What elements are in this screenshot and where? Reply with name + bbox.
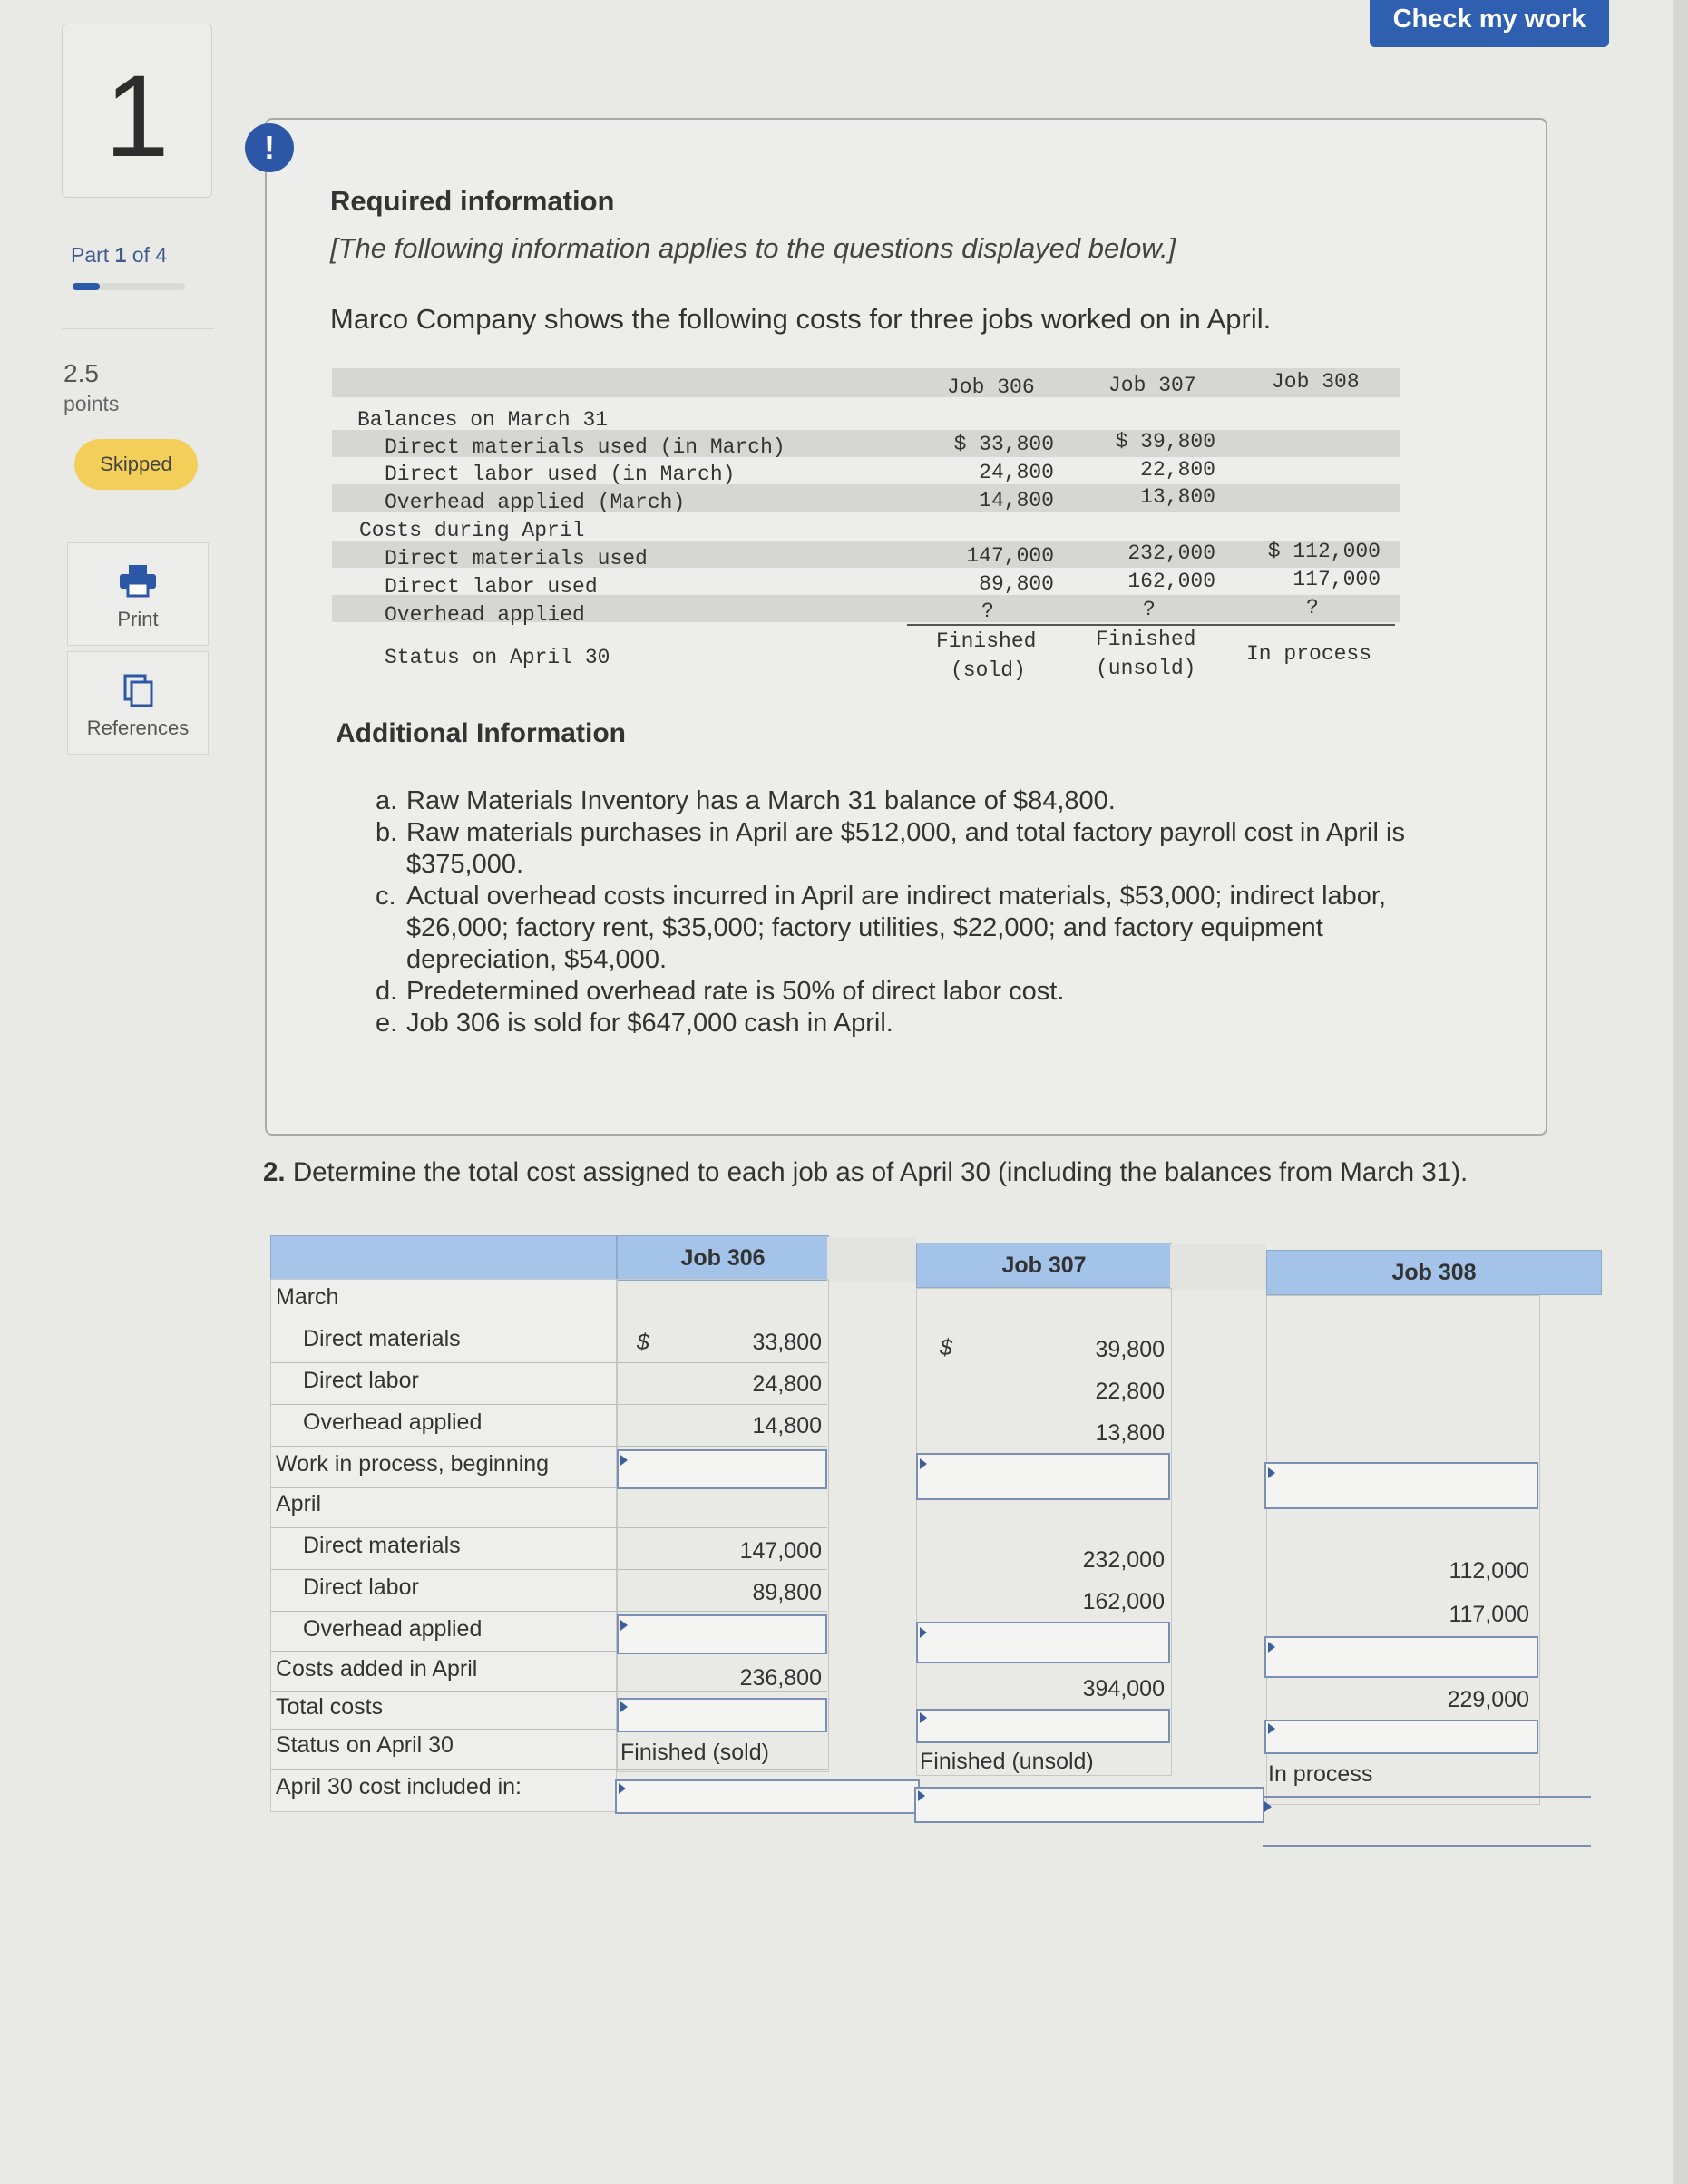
job307-cost-included-select[interactable] — [914, 1787, 1264, 1823]
data-row-label: Direct materials used (in March) — [385, 435, 785, 459]
references-button[interactable] — [67, 651, 209, 755]
intro-text: Marco Company shows the following costs for three jobs worked on in April. — [330, 303, 1272, 335]
job306-costs-added-value: 236,800 — [739, 1665, 822, 1691]
job307-dm-value: 39,800 — [1095, 1337, 1165, 1362]
data-col-header: Job 306 — [947, 375, 1035, 399]
additional-info-heading: Additional Information — [336, 718, 626, 748]
data-status: (unsold) — [1096, 657, 1196, 680]
job308-wip-beginning-input[interactable] — [1264, 1462, 1538, 1509]
job307-dl-value: 22,800 — [1095, 1379, 1165, 1404]
list-item — [376, 817, 1473, 881]
data-value: 24,800 — [979, 461, 1054, 484]
data-row-label: Direct materials used — [385, 547, 648, 570]
data-value: 14,800 — [979, 489, 1054, 512]
required-info-note: [The following information applies to the questions displayed below.] — [330, 232, 1176, 264]
data-section-label: Balances on March 31 — [357, 408, 609, 432]
points-label: points — [63, 392, 120, 415]
answer-col-header-job308: Job 308 — [1266, 1250, 1602, 1295]
row-label-wip-beginning: Work in process, beginning — [276, 1451, 550, 1477]
data-value: 232,000 — [1127, 541, 1215, 565]
row-label-april-direct-labor: Direct labor — [303, 1575, 419, 1600]
list-item — [376, 1008, 1473, 1039]
data-row-label: Direct labor used — [385, 575, 598, 599]
job307-costs-added-value: 394,000 — [1082, 1676, 1165, 1701]
list-letter: e. — [376, 1009, 398, 1038]
data-value: 147,000 — [966, 544, 1054, 568]
data-value: 162,000 — [1127, 570, 1215, 593]
job308-april-overhead-input[interactable] — [1264, 1636, 1538, 1678]
part-indicator — [71, 243, 167, 268]
input-marker-icon — [920, 1712, 927, 1723]
job306-april-dl-value: 89,800 — [752, 1580, 822, 1605]
job308-total-costs-input[interactable] — [1264, 1720, 1538, 1754]
list-letter: b. — [376, 818, 398, 847]
row-label-status: Status on April 30 — [276, 1732, 454, 1758]
header-gap — [827, 1237, 916, 1282]
question-number: 2. — [263, 1157, 286, 1187]
row-label-costs-added: Costs added in April — [276, 1656, 478, 1682]
job307-april-dl-value: 162,000 — [1082, 1589, 1165, 1614]
status-badge: Skipped — [74, 439, 198, 490]
data-value: 89,800 — [979, 572, 1054, 596]
header-gap — [1170, 1244, 1266, 1290]
currency-symbol: $ — [637, 1330, 649, 1355]
print-button[interactable] — [67, 542, 209, 646]
job306-april-dm-value: 147,000 — [739, 1538, 822, 1564]
data-value: ? — [1143, 598, 1156, 621]
job308-april-dl-value: 117,000 — [1449, 1602, 1529, 1627]
job306-dm-value: 33,800 — [752, 1330, 822, 1355]
list-letter: a. — [376, 786, 398, 815]
job308-status: In process — [1268, 1761, 1373, 1787]
sidebar-divider — [62, 328, 214, 329]
data-status: (sold) — [951, 658, 1026, 682]
data-table-rule — [907, 624, 1395, 626]
currency-symbol: $ — [940, 1335, 952, 1360]
input-marker-icon — [920, 1627, 927, 1638]
data-row-label: Direct labor used (in March) — [385, 463, 736, 486]
dropdown-marker-icon — [619, 1783, 626, 1794]
data-section-label: Costs during April — [359, 519, 585, 542]
job307-april-dm-value: 232,000 — [1082, 1547, 1165, 1573]
list-text: Job 306 is sold for $647,000 cash in April. — [406, 1009, 893, 1038]
list-text: Raw Materials Inventory has a March 31 balance of $84,800. — [406, 786, 1116, 815]
data-value: $ 39,800 — [1115, 430, 1215, 453]
job308-cost-included-select[interactable] — [1263, 1796, 1591, 1847]
list-letter: c. — [376, 882, 396, 911]
question-number-box — [62, 24, 212, 198]
job306-oh-value: 14,800 — [752, 1413, 822, 1438]
list-text: Actual overhead costs incurred in April are indirect materials, $53,000; indirect labor, $26,000; factory rent, $35,000; factory utilities, $22,000; and factory equipment depreciation, $54,000. — [406, 882, 1387, 974]
input-marker-icon — [1268, 1723, 1275, 1734]
job306-cost-included-select[interactable] — [615, 1779, 920, 1814]
job306-dl-value: 24,800 — [752, 1371, 822, 1397]
data-value: $ 33,800 — [953, 433, 1054, 456]
data-row-label: Overhead applied (March) — [385, 491, 686, 514]
part-progress-fill — [73, 283, 100, 290]
data-col-header: Job 308 — [1272, 370, 1360, 394]
row-label-direct-materials: Direct materials — [303, 1326, 461, 1351]
list-text: Raw materials purchases in April are $512,000, and total factory payroll cost in April is $375,000. — [406, 818, 1405, 879]
data-status-label: Status on April 30 — [385, 646, 610, 669]
list-item — [376, 881, 1473, 976]
list-item — [376, 976, 1473, 1008]
job307-total-costs-input[interactable] — [916, 1709, 1170, 1743]
answer-header-blank — [270, 1235, 617, 1281]
references-icon — [118, 672, 158, 708]
dropdown-marker-icon — [1264, 1801, 1272, 1812]
data-value: 13,800 — [1140, 485, 1215, 509]
required-info-heading: Required information — [330, 185, 615, 217]
row-label-overhead-applied: Overhead applied — [303, 1409, 483, 1435]
job307-oh-value: 13,800 — [1095, 1420, 1165, 1446]
question-text — [263, 1157, 1468, 1188]
job308-april-dm-value: 112,000 — [1449, 1558, 1529, 1584]
printer-icon — [118, 563, 158, 600]
data-row-label: Overhead applied — [385, 603, 585, 627]
job306-april-overhead-input[interactable] — [617, 1614, 827, 1654]
part-total: of 4 — [132, 243, 168, 267]
part-word: Part — [71, 243, 110, 267]
job307-status: Finished (unsold) — [920, 1749, 1094, 1774]
data-status: In process — [1246, 642, 1372, 666]
input-marker-icon — [620, 1701, 628, 1712]
alert-icon: ! — [245, 123, 294, 172]
job306-status: Finished (sold) — [620, 1740, 769, 1765]
row-label-march: March — [276, 1284, 339, 1310]
print-label: Print — [117, 608, 159, 630]
row-label-total-costs: Total costs — [276, 1694, 384, 1720]
row-label-april-overhead-applied: Overhead applied — [303, 1616, 483, 1642]
data-col-header: Job 307 — [1108, 374, 1196, 397]
points-value: 2.5 — [63, 359, 99, 387]
check-my-work-button[interactable]: Check my work — [1370, 0, 1609, 47]
part-current: 1 — [114, 243, 127, 267]
data-value: ? — [981, 600, 994, 623]
additional-info-list — [376, 785, 1473, 1039]
job307-april-overhead-input[interactable] — [916, 1622, 1170, 1663]
answer-col-header-job307: Job 307 — [916, 1243, 1172, 1288]
list-item — [376, 785, 1473, 817]
references-label: References — [86, 717, 190, 739]
question-body: Determine the total cost assigned to each job as of April 30 (including the balances from March 31). — [292, 1157, 1468, 1187]
data-value: 22,800 — [1140, 458, 1215, 482]
list-text: Predetermined overhead rate is 50% of direct labor cost. — [406, 977, 1065, 1006]
job307-wip-beginning-input[interactable] — [916, 1453, 1170, 1500]
data-value: 117,000 — [1293, 568, 1381, 591]
input-marker-icon — [1268, 1467, 1275, 1478]
data-value: $ 112,000 — [1267, 540, 1381, 563]
list-letter: d. — [376, 977, 398, 1006]
answer-col-header-job306: Job 306 — [617, 1235, 829, 1281]
job306-total-costs-input[interactable] — [617, 1698, 827, 1732]
row-label-april: April — [276, 1491, 322, 1516]
scrollbar-track[interactable] — [1673, 0, 1688, 2184]
dropdown-marker-icon — [918, 1790, 925, 1801]
data-status: Finished — [936, 629, 1037, 653]
input-marker-icon — [620, 1455, 628, 1466]
question-number: 1 — [104, 52, 170, 181]
row-label-direct-labor: Direct labor — [303, 1368, 419, 1393]
row-label-april-direct-materials: Direct materials — [303, 1533, 461, 1558]
data-table-header-band — [332, 368, 1400, 397]
row-label-cost-included-in: April 30 cost included in: — [276, 1774, 522, 1799]
input-marker-icon — [1268, 1642, 1275, 1653]
data-status: Finished — [1096, 628, 1196, 651]
input-marker-icon — [620, 1620, 628, 1631]
data-value: ? — [1306, 596, 1319, 619]
input-marker-icon — [920, 1458, 927, 1469]
job308-costs-added-value: 229,000 — [1447, 1687, 1529, 1712]
job306-wip-beginning-input[interactable] — [617, 1449, 827, 1489]
